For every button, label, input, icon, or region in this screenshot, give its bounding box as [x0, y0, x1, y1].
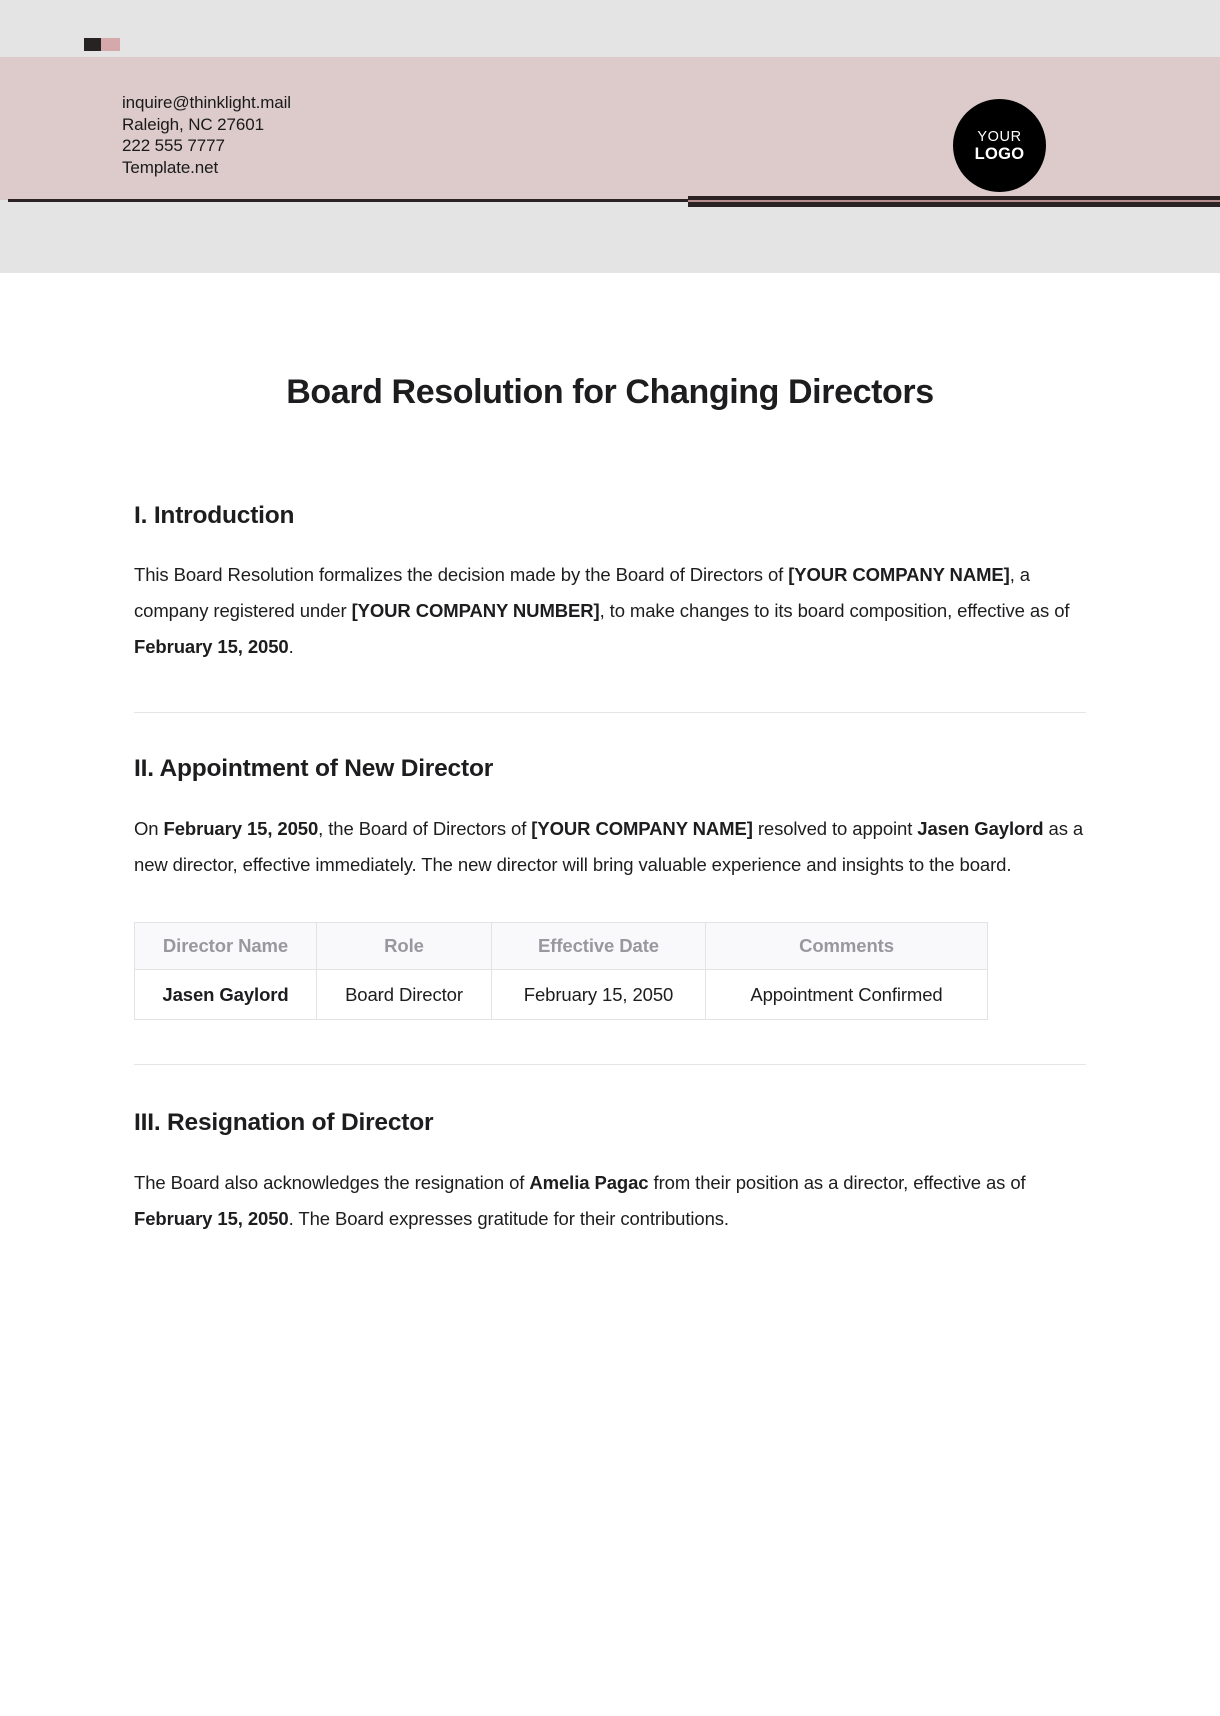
logo-line-logo: LOGO [974, 144, 1025, 163]
contact-phone: 222 555 7777 [122, 136, 225, 155]
section-heading-resignation: III. Resignation of Director [134, 1109, 434, 1136]
header-rule-accent [688, 200, 1220, 202]
section-resignation [134, 1109, 1086, 1237]
section-heading-appointment: II. Appointment of New Director [134, 755, 494, 782]
section-introduction [134, 502, 1086, 665]
section-paragraph-introduction: This Board Resolution formalizes the decision made by the Board of Directors of [YOUR COMPANY NAME], a company registered under [YOUR COMPANY NUMBER], to make changes to its board composition, effective as of February 15, 2050. [134, 564, 1070, 657]
swatch-pink-block [101, 38, 120, 51]
column-header-comments: Comments [706, 923, 988, 970]
column-header-effective-date: Effective Date [492, 923, 706, 970]
page-title: Board Resolution for Changing Directors [286, 373, 934, 411]
swatch-dark-block [84, 38, 101, 51]
section-heading-introduction: I. Introduction [134, 502, 295, 529]
letterhead-header [0, 0, 1220, 273]
section-appointment [134, 755, 1086, 1020]
column-header-director-name: Director Name [135, 923, 317, 970]
brand-swatch-mark [84, 38, 120, 51]
column-header-role: Role [317, 923, 492, 970]
company-logo-placeholder [953, 99, 1046, 192]
section-divider-2 [134, 1064, 1086, 1065]
document-body [0, 273, 1220, 1237]
cell-comments: Appointment Confirmed [706, 970, 988, 1020]
contact-info-block [122, 92, 291, 178]
section-paragraph-resignation: The Board also acknowledges the resignation of Amelia Pagac from their position as a director, effective as of February 15, 2050. The Board expresses gratitude for their contributions. [134, 1172, 1026, 1229]
contact-website: Template.net [122, 157, 219, 177]
table-header-row [135, 923, 988, 970]
director-table [134, 922, 988, 1020]
cell-role: Board Director [317, 970, 492, 1020]
contact-email: inquire@thinklight.mail [122, 93, 291, 112]
cell-director-name: Jasen Gaylord [135, 970, 317, 1020]
logo-line-your: YOUR [977, 128, 1022, 145]
section-paragraph-appointment: On February 15, 2050, the Board of Directors of [YOUR COMPANY NAME] resolved to appoint Jasen Gaylord as a new director, effective immediately. The new director will bring valuable experience and insights to the board. [134, 818, 1084, 875]
cell-effective-date: February 15, 2050 [492, 970, 706, 1020]
table-row [135, 970, 988, 1020]
contact-address: Raleigh, NC 27601 [122, 114, 264, 134]
section-divider-1 [134, 712, 1086, 713]
